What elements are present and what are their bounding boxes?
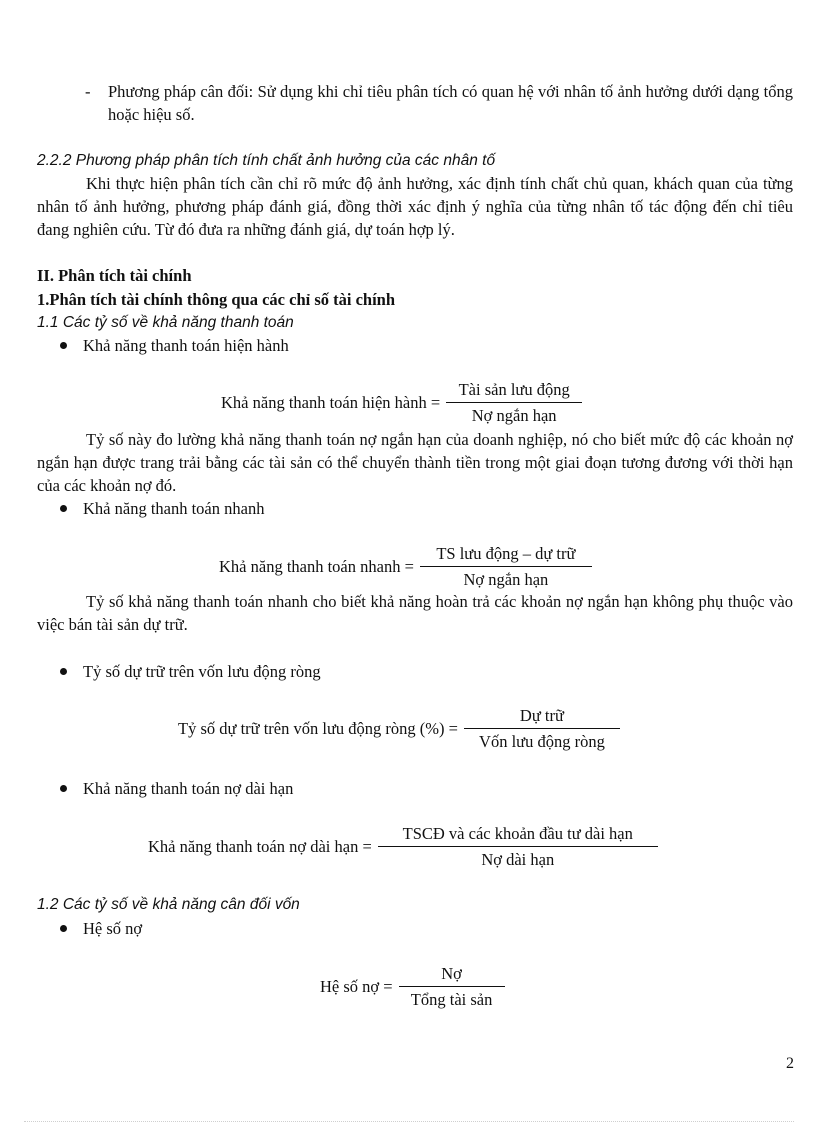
bullet-dot-icon [60,785,67,792]
fraction-numerator: Nợ [399,962,505,987]
formula-quick-ratio [219,542,592,591]
bullet-item-longterm-ratio [60,777,293,800]
fraction-numerator: Dự trữ [464,704,620,729]
fraction [399,962,505,1011]
fraction-denominator: Nợ ngắn hạn [471,406,557,425]
bullet-label: Khả năng thanh toán hiện hành [83,336,289,355]
fraction-denominator: Tổng tài sản [410,990,493,1009]
dash-item-text: Phương pháp cân đối: Sử dụng khi chỉ tiêu phân tích có quan hệ với nhân tố ảnh hưởng dưới dạng tổng hoặc hiệu số. [108,82,793,124]
section-heading-II: II. Phân tích tài chính [37,266,192,285]
bullet-item-debt-ratio [60,917,142,940]
current-ratio-description: Tỷ số này đo lường khả năng thanh toán nợ ngắn hạn của doanh nghiệp, nó cho biết mức độ các khoản nợ ngắn hạn được trang trải bằng các tài sản có thể chuyển thành tiền trong một giai đoạn tương đương với thời hạn của các khoản nợ đó. [37,430,793,495]
formula-lhs: Khả năng thanh toán nợ dài hạn = [148,837,372,856]
fraction-denominator: Vốn lưu động ròng [479,732,605,751]
bullet-label: Khả năng thanh toán nợ dài hạn [83,779,294,798]
bullet-item-quick-ratio [60,497,264,520]
formula-lhs: Tỷ số dự trữ trên vốn lưu động ròng (%) = [178,719,458,738]
formula-reserve-ratio [178,704,620,753]
section-heading-222: 2.2.2 Phương pháp phân tích tính chất ảnh hưởng của các nhân tố [37,152,496,169]
formula-lhs: Khả năng thanh toán nhanh = [219,557,414,576]
formula-lhs: Khả năng thanh toán hiện hành = [221,393,441,412]
fraction [378,822,658,871]
formula-debt-ratio [320,962,505,1011]
subsection-heading-12: 1.2 Các tỷ số về khả năng cân đối vốn [37,896,300,913]
fraction-denominator: Nợ dài hạn [481,850,555,869]
bullet-dot-icon [60,925,67,932]
formula-current-ratio [221,378,582,427]
fraction [446,378,582,427]
fraction-numerator: TSCĐ và các khoản đầu tư dài hạn [378,822,658,847]
formula-longterm-ratio [148,822,658,871]
fraction [464,704,620,753]
bullet-item-current-ratio [60,334,289,357]
fraction-numerator: TS lưu động – dự trữ [420,542,592,567]
formula-lhs: Hệ số nợ = [320,977,393,996]
bullet-label: Hệ số nợ [83,919,143,938]
bullet-item-reserve-ratio [60,660,321,683]
bullet-dot-icon [60,668,67,675]
subsection-heading-1: 1.Phân tích tài chính thông qua các chỉ số tài chính [37,290,396,309]
fraction-numerator: Tài sản lưu động [446,378,582,403]
section-222-paragraph: Khi thực hiện phân tích cần chỉ rõ mức độ ảnh hưởng, xác định tính chất chủ quan, khách quan của từng nhân tố ảnh hưởng, phương pháp đánh giá, đồng thời xác định ý nghĩa của từng nhân tố tác động đến chỉ tiêu đang nghiên cứu. Từ đó đưa ra những đánh giá, dự toán hợp lý. [37,174,793,239]
bullet-dot-icon [60,342,67,349]
dash-list-item [85,80,793,126]
quick-ratio-description: Tỷ số khả năng thanh toán nhanh cho biết khả năng hoàn trả các khoản nợ ngắn hạn không phụ thuộc vào việc bán tài sản dự trữ. [37,592,793,634]
bullet-dot-icon [60,505,67,512]
subsection-heading-11: 1.1 Các tỷ số về khả năng thanh toán [37,314,294,331]
fraction [420,542,592,591]
list-dash-marker: - [85,82,91,101]
page-bottom-rule [24,1121,794,1122]
bullet-label: Khả năng thanh toán nhanh [83,499,265,518]
fraction-denominator: Nợ ngắn hạn [463,570,549,589]
page-number: 2 [786,1055,794,1072]
bullet-label: Tỷ số dự trữ trên vốn lưu động ròng [83,662,321,681]
